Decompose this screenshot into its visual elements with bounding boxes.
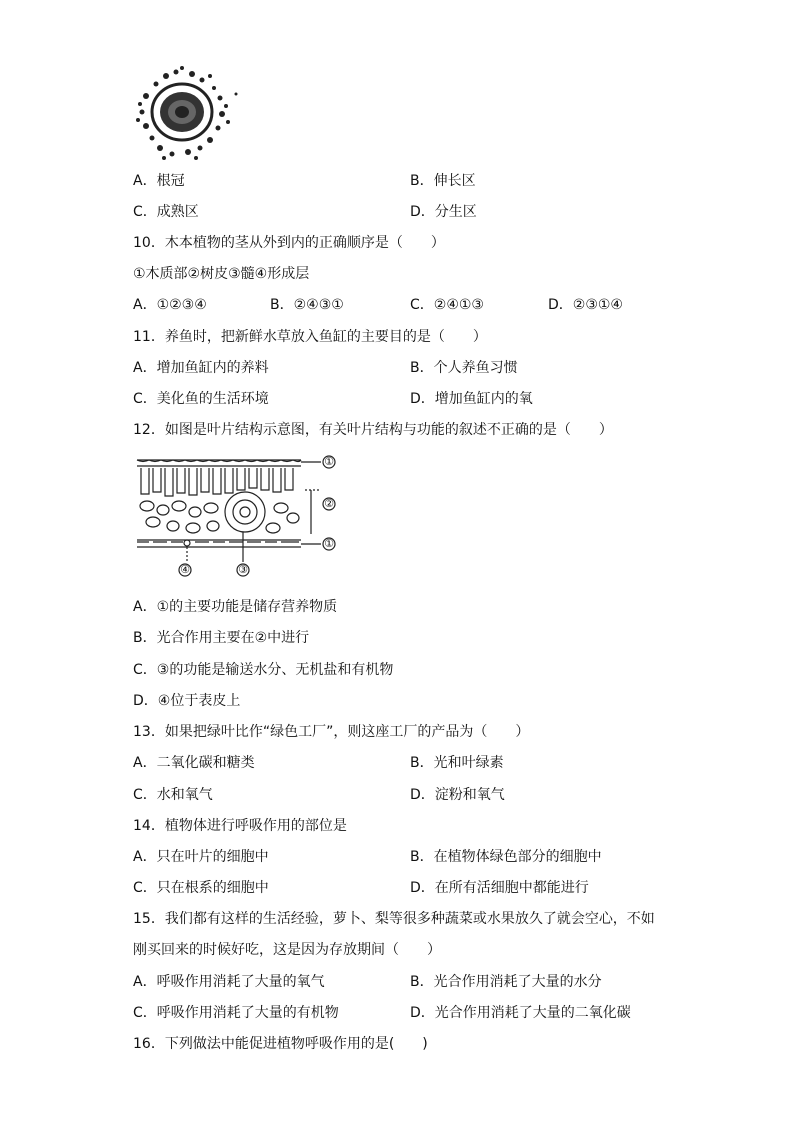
q12-stem: 12．如图是叶片结构示意图，有关叶片结构与功能的叙述不正确的是（ ） [133, 422, 613, 438]
q10-option-b: B．②④③① [270, 297, 344, 313]
q14-option-c: C．只在根系的细胞中 [133, 880, 269, 896]
q13-option-a: A．二氧化碳和糖类 [133, 755, 255, 771]
q14-option-b: B．在植物体绿色部分的细胞中 [410, 849, 602, 865]
q15-option-d: D．光合作用消耗了大量的二氧化碳 [410, 1005, 631, 1021]
q13-stem: 13．如果把绿叶比作“绿色工厂”，则这座工厂的产品为（ ） [133, 724, 530, 740]
q15-stem-line2: 刚买回来的时候好吃，这是因为存放期间（ ） [133, 942, 441, 958]
q12-option-a: A．①的主要功能是储存营养物质 [133, 599, 338, 615]
q10-sub: ①木质部②树皮③髓④形成层 [133, 266, 310, 282]
q15-option-b: B．光合作用消耗了大量的水分 [410, 974, 602, 990]
q10-option-a: A．①②③④ [133, 297, 207, 313]
q11-stem: 11．养鱼时，把新鲜水草放入鱼缸的主要目的是（ ） [133, 329, 487, 345]
q10-stem: 10．木本植物的茎从外到内的正确顺序是（ ） [133, 235, 445, 251]
leaf-label-2: ② [324, 497, 334, 510]
q12-option-c: C．③的功能是输送水分、无机盐和有机物 [133, 662, 394, 678]
q11-option-d: D．增加鱼缸内的氧 [410, 391, 533, 407]
root-section-figure [136, 66, 242, 162]
q9-option-c: C．成熟区 [133, 204, 199, 220]
leaf-label-1-bottom: ① [324, 537, 334, 550]
q10-option-d: D．②③①④ [548, 297, 623, 313]
q11-option-a: A．增加鱼缸内的养料 [133, 360, 269, 376]
q13-option-c: C．水和氧气 [133, 787, 213, 803]
q14-option-a: A．只在叶片的细胞中 [133, 849, 269, 865]
q15-option-c: C．呼吸作用消耗了大量的有机物 [133, 1005, 339, 1021]
q12-option-b: B．光合作用主要在②中进行 [133, 630, 310, 646]
q11-option-c: C．美化鱼的生活环境 [133, 391, 269, 407]
q10-option-c: C．②④①③ [410, 297, 484, 313]
q14-option-d: D．在所有活细胞中都能进行 [410, 880, 589, 896]
q14-stem: 14．植物体进行呼吸作用的部位是 [133, 818, 347, 834]
q9-option-b: B．伸长区 [410, 173, 476, 189]
q11-option-b: B．个人养鱼习惯 [410, 360, 518, 376]
q9-option-a: A．根冠 [133, 173, 185, 189]
leaf-label-4: ④ [180, 563, 190, 576]
q13-option-b: B．光和叶绿素 [410, 755, 504, 771]
q12-option-d: D．④位于表皮上 [133, 693, 241, 709]
q9-option-d: D．分生区 [410, 204, 477, 220]
leaf-label-1-top: ① [324, 455, 334, 468]
q13-option-d: D．淀粉和氧气 [410, 787, 505, 803]
q16-stem: 16．下列做法中能促进植物呼吸作用的是( ) [133, 1036, 428, 1052]
q15-option-a: A．呼吸作用消耗了大量的氧气 [133, 974, 325, 990]
leaf-label-3: ③ [238, 563, 248, 576]
q15-stem-line1: 15．我们都有这样的生活经验，萝卜、梨等很多种蔬菜或水果放久了就会空心，不如 [133, 911, 655, 927]
